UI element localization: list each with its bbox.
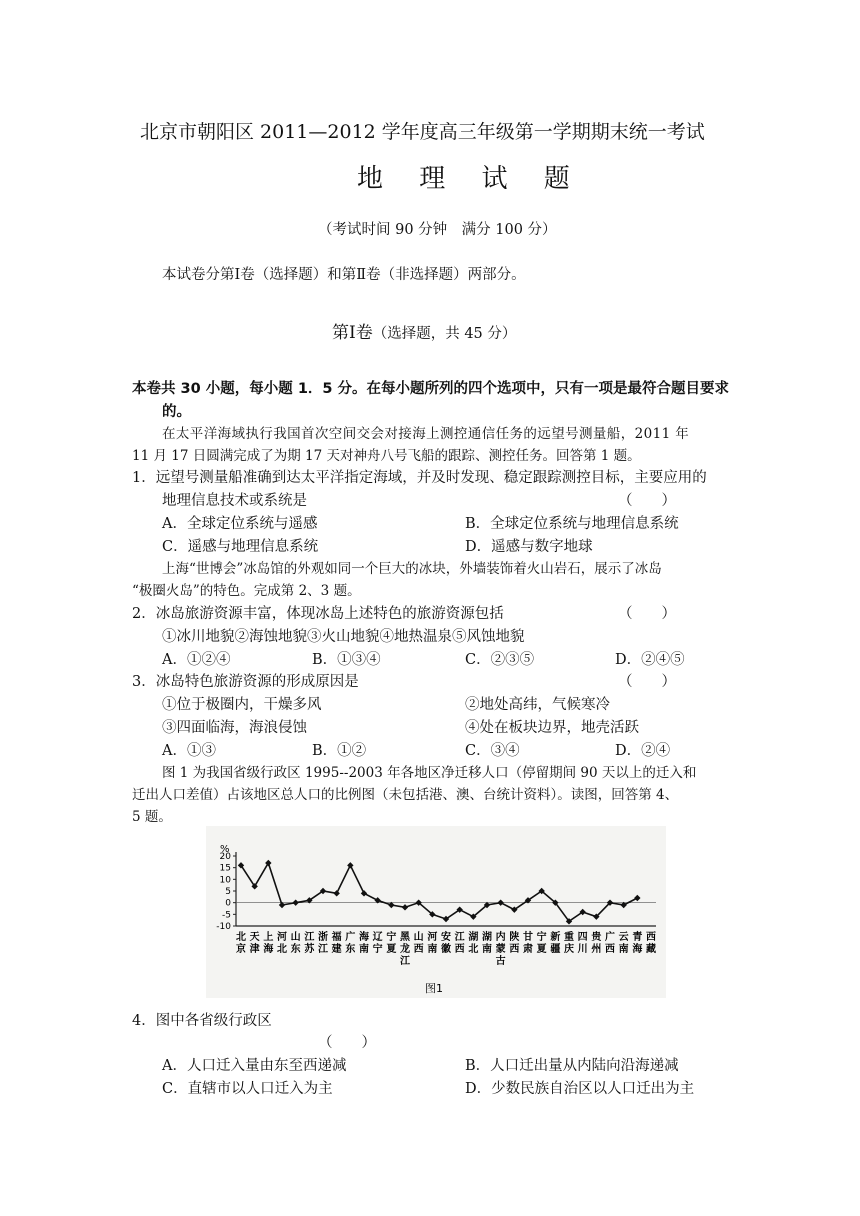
q2-stem: 2．冰岛旅游资源丰富，体现冰岛上述特色的旅游资源包括: [132, 606, 504, 622]
q3-answer-bracket: （ ）: [618, 674, 676, 690]
data-point: [347, 862, 353, 868]
q2-option-a: A．①②④: [162, 652, 231, 668]
x-tick-label: 古: [495, 956, 506, 967]
data-point: [361, 890, 367, 896]
data-point: [497, 899, 503, 905]
x-tick-label: 东: [345, 944, 356, 955]
y-tick-label: 20: [219, 852, 231, 862]
x-tick-label: 内: [495, 932, 506, 943]
x-tick-label: 宁: [536, 932, 547, 943]
data-point: [333, 890, 339, 896]
exam-title: 北京市朝阳区 2011—2012 学年度高三年级第一学期期末统一考试: [140, 121, 705, 143]
q3-item-3: ③四面临海，海浪侵蚀: [162, 720, 307, 736]
y-tick-label: -5: [222, 910, 231, 921]
x-tick-label: 南: [359, 944, 369, 955]
x-tick-label: 建: [331, 944, 342, 955]
y-axis-unit-label: %: [220, 844, 230, 855]
x-tick-label: 海: [359, 932, 369, 943]
x-tick-label: 西: [454, 944, 465, 955]
x-tick-label: 南: [427, 944, 438, 955]
x-tick-label: 贵: [591, 932, 602, 943]
x-tick-label: 广: [345, 932, 356, 943]
x-tick-label: 北: [236, 932, 246, 943]
section-instruction-line1: 本卷共 30 小题，每小题 1．5 分。在每小题所列的四个选项中，只有一项是最符合题目要求: [132, 381, 730, 397]
figure-1-chart: [206, 826, 666, 998]
x-tick-label: 京: [236, 944, 246, 955]
section-heading-sub: （选择题，共 45 分）: [372, 326, 517, 342]
q2-option-c: C．②③⑤: [465, 652, 535, 668]
data-point: [265, 860, 271, 866]
x-tick-label: 江: [400, 956, 410, 967]
y-tick-label: 15: [219, 863, 231, 874]
x-tick-label: 天: [249, 932, 260, 943]
x-tick-label: 甘: [523, 932, 533, 943]
q2-answer-bracket: （ ）: [618, 606, 676, 622]
x-tick-label: 安: [441, 932, 451, 943]
section-heading: [332, 318, 516, 343]
passage1-line2: 11 月 17 日圆满完成了为期 17 天对神舟八号飞船的跟踪、测控任务。回答第 1 题。: [132, 448, 641, 464]
x-tick-label: 庆: [564, 944, 574, 955]
y-tick-label: 5: [225, 887, 231, 897]
q2-items: ①冰川地貌②海蚀地貌③火山地貌④地热温泉⑤风蚀地貌: [162, 629, 525, 645]
q3-item-4: ④处在板块边界，地壳活跃: [465, 720, 639, 736]
x-tick-label: 苏: [304, 944, 315, 955]
section-heading-main: 第Ⅰ卷: [332, 323, 373, 343]
x-tick-label: 东: [290, 944, 301, 955]
x-tick-label: 南: [618, 944, 629, 955]
data-point: [634, 895, 640, 901]
series-line: [241, 863, 637, 921]
x-tick-label: 北: [277, 944, 287, 955]
x-tick-label: 福: [331, 932, 342, 943]
chart-svg: [206, 826, 666, 998]
q3-option-d: D．②④: [615, 743, 671, 759]
x-tick-label: 浙: [318, 932, 328, 943]
x-tick-label: 西: [509, 944, 520, 955]
q1-stem-line2: 地理信息技术或系统是: [162, 493, 307, 509]
x-tick-label: 山: [290, 932, 301, 943]
passage3-line2: 迁出人口差值）占该地区总人口的比例图（未包括港、澳、台统计资料）。读图，回答第 4、: [132, 787, 679, 803]
q4-option-b: B．人口迁出量从内陆向沿海递减: [465, 1058, 679, 1074]
x-tick-label: 西: [646, 932, 656, 943]
x-tick-label: 州: [591, 944, 602, 955]
q3-option-c: C．③④: [465, 743, 520, 759]
data-point: [402, 904, 408, 910]
x-tick-label: 海: [263, 944, 274, 955]
x-tick-label: 云: [618, 932, 629, 943]
x-tick-label: 西: [413, 944, 424, 955]
q4-stem: 4．图中各省级行政区: [132, 1013, 272, 1029]
x-tick-label: 宁: [372, 944, 383, 955]
x-tick-label: 藏: [646, 944, 656, 955]
x-tick-label: 北: [468, 944, 479, 955]
q1-option-a: A．全球定位系统与遥感: [162, 516, 318, 532]
q1-option-d: D．遥感与数字地球: [465, 539, 593, 555]
x-tick-label: 湖: [482, 932, 492, 943]
x-tick-label: 山: [413, 932, 424, 943]
x-tick-label: 重: [564, 932, 574, 943]
x-tick-label: 广: [605, 932, 615, 943]
x-tick-label: 湖: [468, 932, 479, 943]
passage2-line1: 上海“世博会”冰岛馆的外观如同一个巨大的冰块，外墙装饰着火山岩石，展示了冰岛: [162, 561, 662, 577]
q1-stem-line1: 1．远望号测量船准确到达太平洋指定海域，并及时发现、稳定跟踪测控目标，主要应用的: [132, 470, 707, 486]
q3-option-a: A．①③: [162, 743, 216, 759]
x-tick-label: 江: [454, 932, 465, 943]
x-tick-label: 黑: [400, 932, 410, 943]
passage3-line3: 5 题。: [132, 809, 172, 825]
x-tick-label: 上: [263, 932, 274, 943]
paper-intro: 本试卷分第Ⅰ卷（选择题）和第Ⅱ卷（非选择题）两部分。: [162, 267, 526, 283]
x-tick-label: 津: [249, 944, 260, 955]
passage1-line1: 在太平洋海域执行我国首次空间交会对接海上测控通信任务的远望号测量船，2011 年: [162, 426, 690, 442]
q3-item-1: ①位于极圈内，干燥多风: [162, 697, 322, 713]
q3-option-b: B．①②: [312, 743, 367, 759]
q1-option-c: C．遥感与地理信息系统: [162, 539, 319, 555]
x-tick-label: 夏: [386, 944, 397, 955]
x-tick-label: 江: [318, 944, 328, 955]
x-tick-label: 河: [277, 932, 287, 943]
passage2-line2: “极圈火岛”的特色。完成第 2、3 题。: [132, 583, 361, 599]
x-tick-label: 肃: [523, 944, 533, 955]
q4-option-d: D．少数民族自治区以人口迁出为主: [465, 1081, 695, 1097]
q4-option-c: C．直辖市以人口迁入为主: [162, 1081, 333, 1097]
q1-answer-bracket: （ ）: [618, 493, 676, 509]
x-tick-label: 四: [577, 932, 588, 943]
subject-title: 地 理 试 题: [357, 164, 584, 194]
x-tick-label: 疆: [550, 944, 561, 955]
y-tick-label: 10: [219, 875, 231, 886]
x-tick-label: 宁: [386, 932, 397, 943]
x-tick-label: 辽: [372, 932, 383, 943]
q2-option-d: D．②④⑤: [615, 652, 685, 668]
x-tick-label: 青: [632, 932, 643, 943]
x-tick-label: 龙: [400, 944, 410, 955]
passage3-line1: 图 1 为我国省级行政区 1995--2003 年各地区净迁移人口（停留期间 90 天以上的迁入和: [162, 765, 697, 781]
x-tick-label: 河: [427, 932, 438, 943]
y-tick-label: 0: [225, 898, 231, 909]
x-tick-label: 徽: [441, 944, 451, 955]
q3-stem: 3．冰岛特色旅游资源的形成原因是: [132, 674, 359, 690]
x-tick-label: 夏: [536, 944, 547, 955]
x-tick-label: 新: [550, 932, 561, 943]
x-tick-label: 海: [632, 944, 643, 955]
q4-option-a: A．人口迁入量由东至西递减: [162, 1058, 347, 1074]
x-tick-label: 蒙: [495, 944, 506, 955]
q2-option-b: B．①③④: [312, 652, 381, 668]
x-tick-label: 南: [482, 944, 492, 955]
x-tick-label: 陕: [509, 932, 520, 943]
figure-caption: 图1: [425, 982, 443, 995]
x-tick-label: 西: [605, 944, 615, 955]
exam-info: （考试时间 90 分钟 满分 100 分）: [318, 222, 557, 238]
data-point: [292, 899, 298, 905]
x-tick-label: 江: [304, 932, 315, 943]
q4-answer-bracket: （ ）: [318, 1035, 376, 1051]
y-tick-label: -10: [216, 922, 231, 932]
q1-option-b: B．全球定位系统与地理信息系统: [465, 516, 679, 532]
section-instruction-line2: 的。: [162, 404, 191, 420]
q3-item-2: ②地处高纬，气候寒冷: [465, 697, 610, 713]
x-tick-label: 川: [577, 944, 588, 955]
